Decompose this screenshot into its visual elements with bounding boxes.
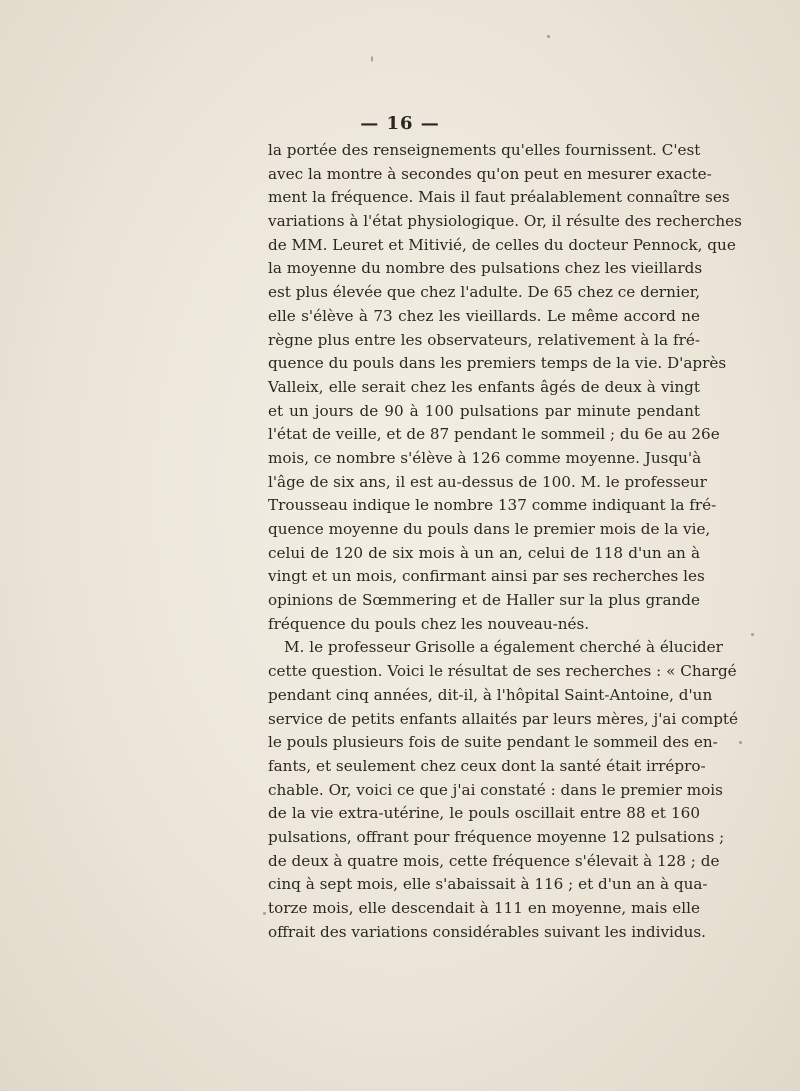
text-line: ment la fréquence. Mais il faut préalablement connaître ses <box>268 188 730 207</box>
text-line: service de petits enfants allaités par leurs mères, j'ai compté <box>268 709 739 728</box>
text-line: de MM. Leuret et Mitivié, de celles du docteur Pennock, que <box>268 235 736 254</box>
text-line: la portée des renseignements qu'elles fournissent. C'est <box>268 141 701 159</box>
text-line: quence du pouls dans les premiers temps de la vie. D'après <box>268 354 727 373</box>
text-line: elle s'élève à 73 chez les vieillards. Le même accord ne <box>268 306 700 325</box>
text-line: opinions de Sœmmering et de Haller sur la plus grande <box>268 591 700 610</box>
text-line: de la vie extra-utérine, le pouls oscillait entre 88 et 160 <box>268 804 700 823</box>
body-text <box>268 139 742 944</box>
text-line: chable. Or, voici ce que j'ai constaté : dans le premier mois <box>268 780 723 799</box>
text-line: fants, et seulement chez ceux dont la santé était irrépro- <box>268 756 706 775</box>
text-line: la moyenne du nombre des pulsations chez les vieillards <box>268 259 703 278</box>
text-line: et un jours de 90 à 100 pulsations par minute pendant <box>268 401 700 420</box>
paper-speck <box>751 633 754 636</box>
text-line: le pouls plusieurs fois de suite pendant le sommeil des en- <box>268 733 718 752</box>
paper-speck <box>739 741 742 744</box>
paper-speck <box>547 35 550 38</box>
text-line: mois, ce nombre s'élève à 126 comme moyenne. Jusqu'à <box>268 448 702 467</box>
text-line: l'état de veille, et de 87 pendant le sommeil ; du 6e au 26e <box>268 425 720 444</box>
text-line: de deux à quatre mois, cette fréquence s'élevait à 128 ; de <box>268 851 720 870</box>
text-line-paragraph-end: fréquence du pouls chez les nouveau-nés. <box>268 614 590 633</box>
text-line: pendant cinq années, dit-il, à l'hôpital Saint-Antoine, d'un <box>268 685 713 704</box>
text-line: offrait des variations considérables suivant les individus. <box>268 922 707 941</box>
paper-speck <box>371 56 373 62</box>
text-line: Valleix, elle serait chez les enfants âgés de deux à vingt <box>268 377 700 396</box>
text-line-paragraph-start: M. le professeur Grisolle a également cherché à élucider <box>284 638 723 657</box>
paper-speck <box>263 912 266 915</box>
text-line: est plus élevée que chez l'adulte. De 65 chez ce dernier, <box>268 283 701 302</box>
text-line: celui de 120 de six mois à un an, celui de 118 d'un an à <box>268 543 700 562</box>
text-line: torze mois, elle descendait à 111 en moyenne, mais elle <box>268 899 700 917</box>
text-line: Trousseau indique le nombre 137 comme indiquant la fré- <box>268 496 717 515</box>
text-line: quence moyenne du pouls dans le premier mois de la vie, <box>268 520 711 538</box>
page-number: — 16 — <box>360 113 440 134</box>
text-line: l'âge de six ans, il est au-dessus de 100. M. le professeur <box>268 472 707 491</box>
text-line: règne plus entre les observateurs, relativement à la fré- <box>268 330 700 349</box>
text-line: avec la montre à secondes qu'on peut en mesurer exacte- <box>268 164 712 183</box>
text-line: vingt et un mois, confirmant ainsi par ses recherches les <box>268 567 705 586</box>
text-line: cinq à sept mois, elle s'abaissait à 116 ; et d'un an à qua- <box>268 875 708 894</box>
text-line: pulsations, offrant pour fréquence moyenne 12 pulsations ; <box>268 827 725 846</box>
text-line: variations à l'état physiologique. Or, il résulte des recherches <box>268 212 742 231</box>
text-line: cette question. Voici le résultat de ses recherches : « Chargé <box>268 662 737 681</box>
